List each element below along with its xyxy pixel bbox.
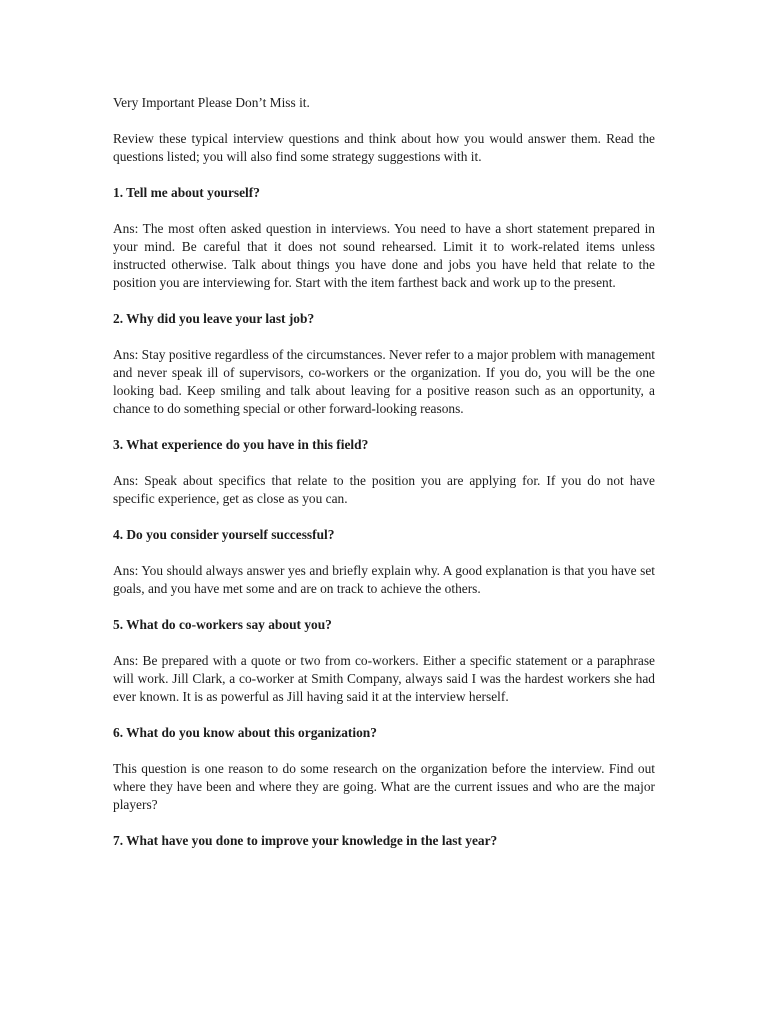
question-2: 2. Why did you leave your last job? xyxy=(113,311,315,326)
answer-2: Ans: Stay positive regardless of the circumstances. Never refer to a major problem with management and never speak ill of supervisors, co-workers or the organization. If you do, you will be the one looking bad. Keep smiling and talk about leaving for a positive reason such as an opportunity, a chance to do something special or other forward-looking reasons. xyxy=(113,347,655,416)
question-4: 4. Do you consider yourself successful? xyxy=(113,527,335,542)
document-heading: Very Important Please Don’t Miss it. xyxy=(113,95,310,110)
answer-4: Ans: You should always answer yes and briefly explain why. A good explanation is that you have set goals, and you have met some and are on track to achieve the others. xyxy=(113,563,655,596)
document-intro: Review these typical interview questions and think about how you would answer them. Read the questions listed; you will also find some strategy suggestions with it. xyxy=(113,131,655,164)
document-page xyxy=(113,94,655,868)
question-3: 3. What experience do you have in this field? xyxy=(113,437,369,452)
question-1: 1. Tell me about yourself? xyxy=(113,185,260,200)
question-5: 5. What do co-workers say about you? xyxy=(113,617,332,632)
answer-6: This question is one reason to do some research on the organization before the interview. Find out where they have been and where they are going. What are the current issues and who are the major players? xyxy=(113,761,655,812)
answer-5: Ans: Be prepared with a quote or two from co-workers. Either a specific statement or a paraphrase will work. Jill Clark, a co-worker at Smith Company, always said I was the hardest workers she had ever known. It is as powerful as Jill having said it at the interview herself. xyxy=(113,653,655,704)
answer-3: Ans: Speak about specifics that relate to the position you are applying for. If you do not have specific experience, get as close as you can. xyxy=(113,473,655,506)
question-7: 7. What have you done to improve your knowledge in the last year? xyxy=(113,833,498,848)
question-6: 6. What do you know about this organization? xyxy=(113,725,377,740)
answer-1: Ans: The most often asked question in interviews. You need to have a short statement prepared in your mind. Be careful that it does not sound rehearsed. Limit it to work-related items unless instructed otherwise. Talk about things you have done and jobs you have held that relate to the position you are interviewing for. Start with the item farthest back and work up to the present. xyxy=(113,221,655,290)
